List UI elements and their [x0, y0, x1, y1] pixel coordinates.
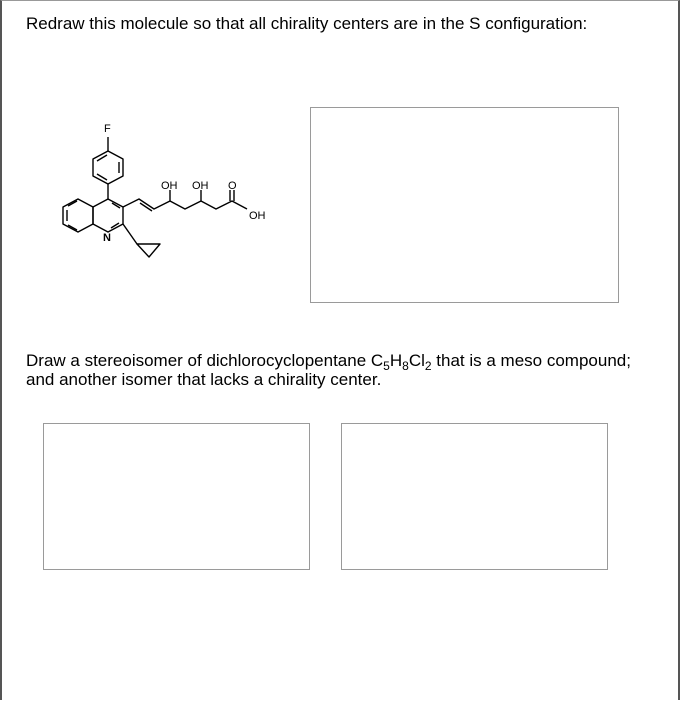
- hydrogen-count: 8: [402, 359, 409, 373]
- nitrogen-label: N: [103, 232, 111, 244]
- hydroxyl-label-1: OH: [161, 180, 178, 192]
- question-2-text: [26, 351, 646, 389]
- question-2-prefix: Draw a stereoisomer of dichlorocyclopentane C: [26, 351, 384, 370]
- answer-box-meso-compound[interactable]: [43, 423, 310, 570]
- answer-box-achiral-isomer[interactable]: [341, 423, 608, 570]
- question-2-suffix: that is a meso compound; and another isomer that lacks a chirality center.: [26, 351, 631, 389]
- hydrogen-symbol: H: [389, 351, 403, 370]
- carbonyl-oxygen-label: O: [228, 180, 237, 192]
- carbon-count: 5: [383, 359, 390, 373]
- chlorine-count: 2: [424, 359, 432, 373]
- quinoline-pyridine-ring: [93, 199, 123, 232]
- fluorine-label: F: [104, 123, 111, 135]
- cyclopropyl-ring: [137, 244, 160, 257]
- hydroxyl-label-2: OH: [192, 180, 209, 192]
- answer-box-s-configuration[interactable]: [310, 107, 619, 303]
- cyclopropyl-bond: [123, 224, 137, 244]
- question-1-text: Redraw this molecule so that all chirality centers are in the S configuration:: [26, 14, 588, 33]
- acid-hydroxyl-label: OH: [249, 210, 266, 222]
- chlorine-symbol: Cl: [408, 351, 425, 370]
